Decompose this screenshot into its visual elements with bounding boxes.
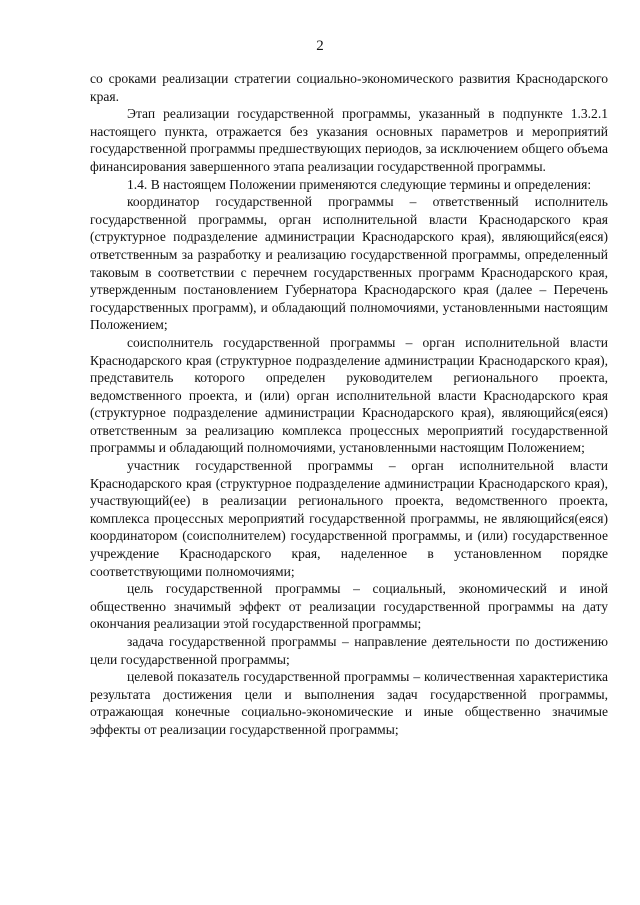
paragraph-term-participant: участник государственной программы – орган исполнительной власти Краснодарского края (структурное подразделение администрации Краснодарского края), участвующий(ее) в реализации регионального проекта, ведомственного проекта, комплекса процессных мероприятий государственной программы, не являющийся(еяся) координатором (соисполнителем) государственной программы, и (или) государственное учреждение Краснодарского края, наделенное в установленном порядке соответствующими полномочиями; (90, 458, 608, 579)
paragraph-term-goal: цель государственной программы – социальный, экономический и иной общественно значимый эффект от реализации государственной программы на дату окончания реализации этой государственной программы; (90, 581, 608, 632)
document-body (90, 70, 608, 739)
paragraph-term-coordinator: координатор государственной программы – ответственный исполнитель государственной программы, орган исполнительной власти Краснодарского края (структурное подразделение администрации Краснодарского края), являющийся(еяся) ответственным за разработку и реализацию государственной программы, определенный таковым в соответствии с перечнем государственных программ Краснодарского края, утвержденным постановлением Губернатора Краснодарского края (далее – Перечень государственных программ), и обладающий полномочиями, установленными настоящим Положением; (90, 194, 608, 333)
paragraph-terms-intro: 1.4. В настоящем Положении применяются следующие термины и определения: (127, 176, 592, 192)
paragraph-stage-reflection: Этап реализации государственной программы, указанный в подпункте 1.3.2.1 настоящего пункта, отражается без указания основных параметров и мероприятий государственной программы предшествующих периодов, за исключением общего объема финансирования завершенного этапа реализации государственной программы. (90, 106, 608, 174)
paragraph-term-indicator: целевой показатель государственной программы – количественная характеристика результата достижения цели и выполнения задач государственной программы, отражающая конечные социально-экономические и иные общественно значимые эффекты от реализации государственной программы; (90, 669, 608, 737)
page-number: 2 (316, 38, 324, 54)
paragraph-term-coexecutor: соисполнитель государственной программы – орган исполнительной власти Краснодарского края (структурное подразделение администрации Краснодарского края), представитель которого определен руководителем регионального проекта, ведомственного проекта, и (или) орган исполнительной власти Краснодарского края (структурное подразделение администрации Краснодарского края), являющийся(еяся) ответственным за реализацию комплекса процессных мероприятий государственной программы и обладающий полномочиями, установленными настоящим Положением; (90, 334, 608, 456)
paragraph-continuation: со сроками реализации стратегии социально-экономического развития Краснодарского края. (90, 71, 608, 104)
paragraph-term-task: задача государственной программы – направление деятельности по достижению цели государственной программы; (90, 634, 608, 667)
